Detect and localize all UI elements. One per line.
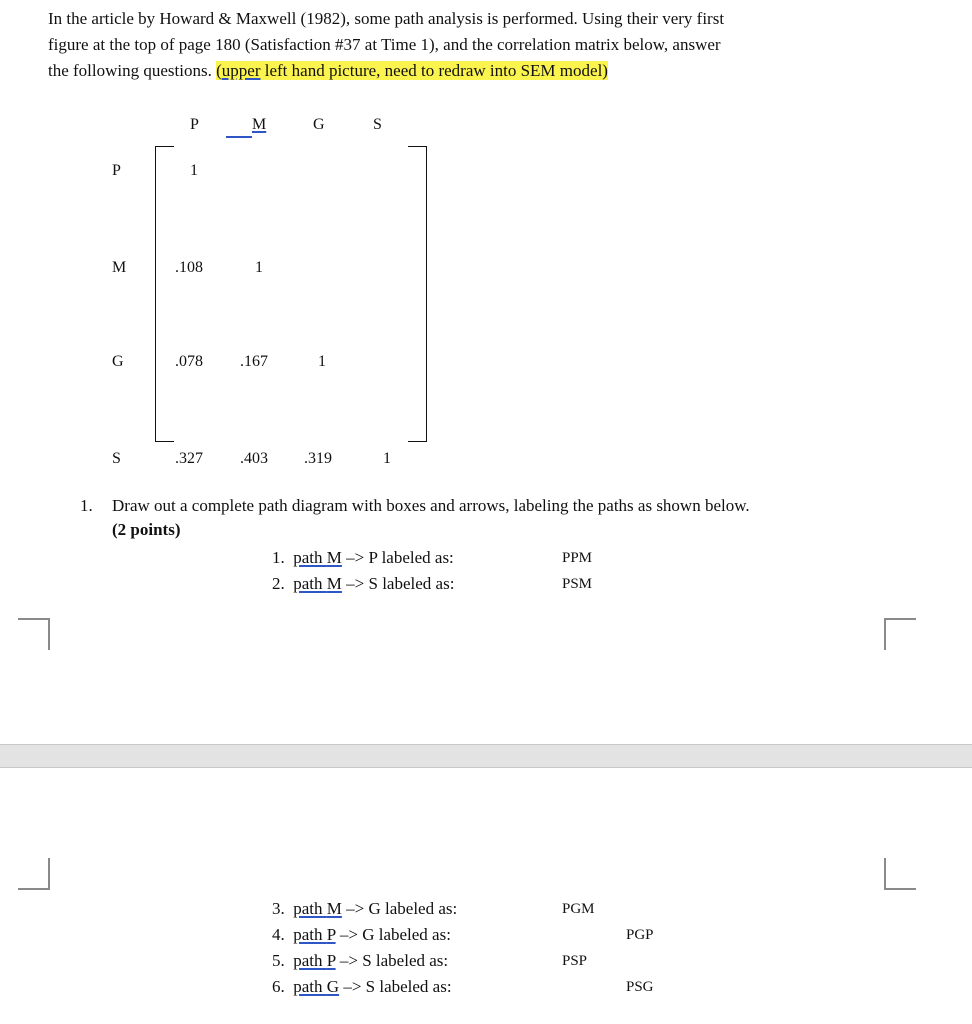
list-item: 2. path M –> S labeled as:	[272, 574, 455, 593]
list-item: 1. path M –> P labeled as:	[272, 548, 454, 567]
row-header-m: M	[112, 259, 127, 276]
cell-g-g: 1	[318, 353, 326, 370]
intro-highlight: (upper left hand picture, need to redraw into SEM model)	[216, 61, 608, 80]
path-label: PSG	[626, 979, 654, 995]
col-header-p: P	[190, 116, 199, 133]
path-label: PGP	[626, 927, 654, 943]
cell-s-g: .319	[304, 450, 332, 467]
path-label: PSM	[562, 576, 593, 592]
page-corner-mark	[18, 618, 50, 650]
spellcheck-underline-m-lead	[226, 136, 252, 138]
cell-m-p: .108	[175, 259, 203, 276]
question-1-text: Draw out a complete path diagram with boxes and arrows, labeling the paths as shown below.	[112, 496, 750, 515]
cell-s-m: .403	[240, 450, 268, 467]
list-item: 5. path P –> S labeled as:	[272, 951, 449, 970]
spellcheck-underline-upper: upper	[221, 61, 261, 80]
intro-line-3-plain: the following questions.	[48, 61, 217, 80]
row-header-g: G	[112, 353, 124, 370]
cell-g-p: .078	[175, 353, 203, 370]
list-item: 6. path G –> S labeled as:	[272, 977, 452, 996]
left-bracket	[155, 146, 174, 442]
path-label: PGM	[562, 901, 595, 917]
path-label: PPM	[562, 550, 593, 566]
cell-m-m: 1	[255, 259, 263, 276]
question-1-points: (2 points)	[112, 520, 181, 539]
row-header-s: S	[112, 450, 121, 467]
intro-line-1: In the article by Howard & Maxwell (1982), some path analysis is performed. Using their very first	[48, 9, 725, 28]
path-label: PSP	[562, 953, 588, 969]
page-corner-mark	[884, 618, 916, 650]
intro-line-3	[48, 58, 948, 84]
col-header-m: M	[252, 116, 267, 133]
page-corner-mark	[884, 858, 916, 890]
intro-line-2: figure at the top of page 180 (Satisfaction #37 at Time 1), and the correlation matrix below, answer	[48, 35, 721, 54]
question-1-number: 1.	[80, 496, 93, 515]
right-bracket	[408, 146, 427, 442]
cell-s-s: 1	[383, 450, 391, 467]
cell-g-m: .167	[240, 353, 268, 370]
intro-paragraph	[48, 6, 948, 84]
col-header-g: G	[313, 116, 325, 133]
list-item: 4. path P –> G labeled as:	[272, 925, 451, 944]
col-header-s: S	[373, 116, 382, 133]
page-corner-mark	[18, 858, 50, 890]
row-header-p: P	[112, 162, 121, 179]
cell-p-p: 1	[190, 162, 198, 179]
cell-s-p: .327	[175, 450, 203, 467]
page-break-gap	[0, 744, 972, 768]
list-item: 3. path M –> G labeled as:	[272, 899, 458, 918]
